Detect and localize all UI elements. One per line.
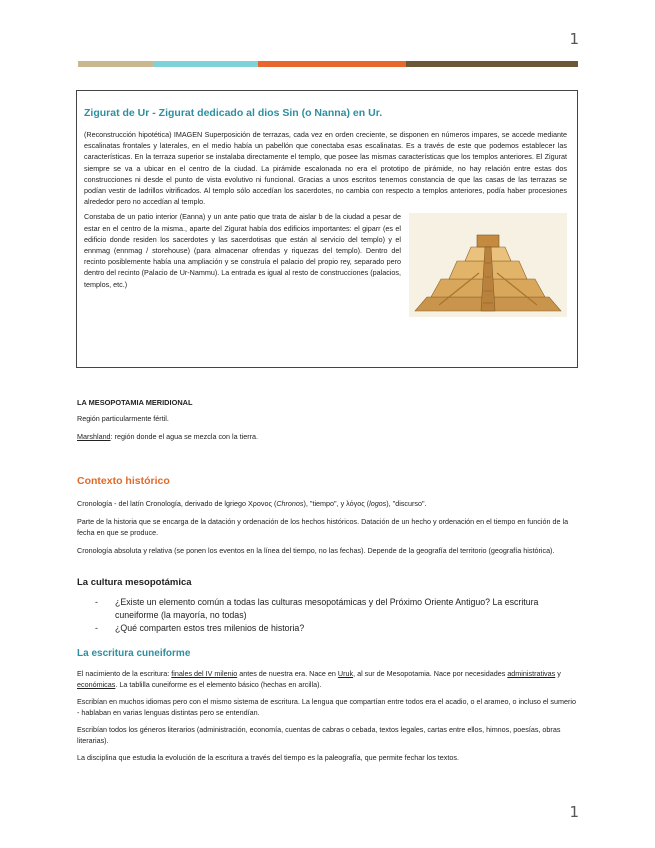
contexto-p1-logos: logos (369, 499, 387, 508)
cultura-heading: La cultura mesopotámica (77, 577, 192, 588)
region-section (77, 398, 580, 442)
escritura-p1-uruk: Uruk (337, 669, 354, 678)
escritura-p1-text-c: antes de nuestra era. Nace en (237, 669, 338, 678)
region-line-1: Región particularmente fértil. (77, 414, 169, 423)
region-heading: LA MESOPOTAMIA MERIDIONAL (77, 398, 193, 407)
contexto-paragraph-1 (77, 498, 580, 509)
box-title: Zigurat de Ur - Zigurat dedicado al dios Sin (o Nanna) en Ur. (84, 107, 383, 119)
color-bar-segment-tan (78, 61, 153, 67)
escritura-paragraph-3: Escribían todos los géneros literarios (administración, economía, cuentas de cabras o cebada, textos legales, cartas entre ellos, himnos, poesías, obras literarias). (77, 725, 561, 745)
escritura-p1-text-a: El nacimiento de la escritura: (77, 669, 172, 678)
contexto-p1-text-c: ), "tiempo", y λόγος ( (303, 499, 370, 508)
cultura-section (77, 577, 580, 635)
region-line-2 (77, 431, 580, 442)
cultura-question-1: - ¿Existe un elemento común a todas las culturas mesopotámicas y del Próximo Oriente Antiguo? La escritura cuneiforme (la mayoría, no todas) (77, 596, 580, 622)
ziggurat-illustration-icon (409, 213, 567, 317)
escritura-p1-millennium: finales del IV milenio (171, 669, 238, 678)
escritura-heading: La escritura cuneiforme (77, 648, 191, 659)
contexto-paragraph-2: Parte de la historia que se encarga de la datación y ordenación de los hechos históricos. Datación de un hecho y ordenación en el tiempo en función de la fecha en que se produce. (77, 517, 569, 537)
color-bar-segment-brown (406, 61, 578, 67)
escritura-p1-text-g: y (555, 669, 561, 678)
contexto-p1-text-e: ), "discurso". (386, 499, 427, 508)
escritura-p1-administrativas: administrativas (507, 669, 556, 678)
marshland-term: Marshland (77, 432, 111, 441)
escritura-p1-economicas: económicas (77, 680, 116, 689)
escritura-p1-text-e: , al sur de Mesopotamia. Nace por necesidades (353, 669, 508, 678)
page-number-bottom: 1 (569, 803, 579, 821)
cultura-question-2: - ¿Qué comparten estos tres milenios de historia? (77, 622, 580, 635)
box-paragraph-2: Constaba de un patio interior (Eanna) y un ante patio que trata de aislar b de la ciudad a pesar de estar en el centro de la misma., aparte del Zigurat había dos edificios importantes: el giparr (es el edificio donde residen los sacerdotes y las sacerdotisas que están al servicio del templo) y el ennmag (ennmag / storehouse) (para almacenar ofrendas y riquezas del templo). Dentro del recinto posiblemente había una ampliación y se construía el palacio del propio rey, separado pero dentro del recinto (Palacio de Ur-Nammu). La entrada es igual al resto de construcciones (palacios, templos, etc.) (84, 212, 401, 289)
contexto-p1-text-a: Cronología - del latín Cronología, derivado de lgriego Χρονος ( (77, 499, 277, 508)
cultura-question-list (77, 596, 580, 635)
decorative-color-bar (78, 61, 578, 67)
escritura-paragraph-4: La disciplina que estudia la evolución de la escritura a través del tiempo es la paleografía, que permite fechar los textos. (77, 753, 459, 762)
contexto-heading: Contexto histórico (77, 475, 170, 487)
ziggurat-info-box (76, 90, 578, 368)
escritura-p1-text-i: . La tablilla cuneiforme es el elemento básico (hechas en arcilla). (115, 680, 322, 689)
escritura-section (77, 648, 580, 763)
contexto-p1-chronos: Chronos (276, 499, 304, 508)
escritura-paragraph-2: Escribían en muchos idiomas pero con el mismo sistema de escritura. La lengua que compartían entre todos era el acadio, o el arameo, o incluso el sumerio - hablaban en varias lenguas distintas pero se entendían. (77, 697, 576, 717)
escritura-paragraph-1 (77, 668, 580, 690)
color-bar-segment-orange (258, 61, 406, 67)
contexto-paragraph-3: Cronología absoluta y relativa (se ponen los eventos en la línea del tiempo, no las fechas). Depende de la geografía del territorio (geografía histórica). (77, 546, 555, 555)
box-paragraph-1: (Reconstrucción hipotética) IMAGEN Superposición de terrazas, cada vez en orden creciente, se disponen en números impares, se accede mediante escalinatas frontales y laterales, en el medio había un pabellón que conectaba esas escalinatas. Es a través de este que podemos establecer las características. En la terraza superior se instalaba directamente el templo, que posee las mismas características que los templos anteriores. El Zigurat siempre se va a ubicar en el centro de la ciudad. La pirámide escalonada no era el prototipo de pirámide, no hay relación entre estas dos construcciones ni desde el punto de vista evolutivo ni funcional. Gracias a unos escritos tenemos constancia de que las casas de las terrazas se podían vestir de ladrillos vitrificados. Al templo sólo accedían los sacerdotes, no cambia con respecto a templos anteriores, podía haber procesiones alrededor pero no accedían al templo. (84, 130, 567, 207)
color-bar-segment-aqua (153, 61, 258, 67)
page-number-top: 1 (569, 30, 579, 48)
contexto-section (77, 475, 580, 556)
marshland-definition: : región donde el agua se mezcla con la tierra. (110, 432, 258, 441)
